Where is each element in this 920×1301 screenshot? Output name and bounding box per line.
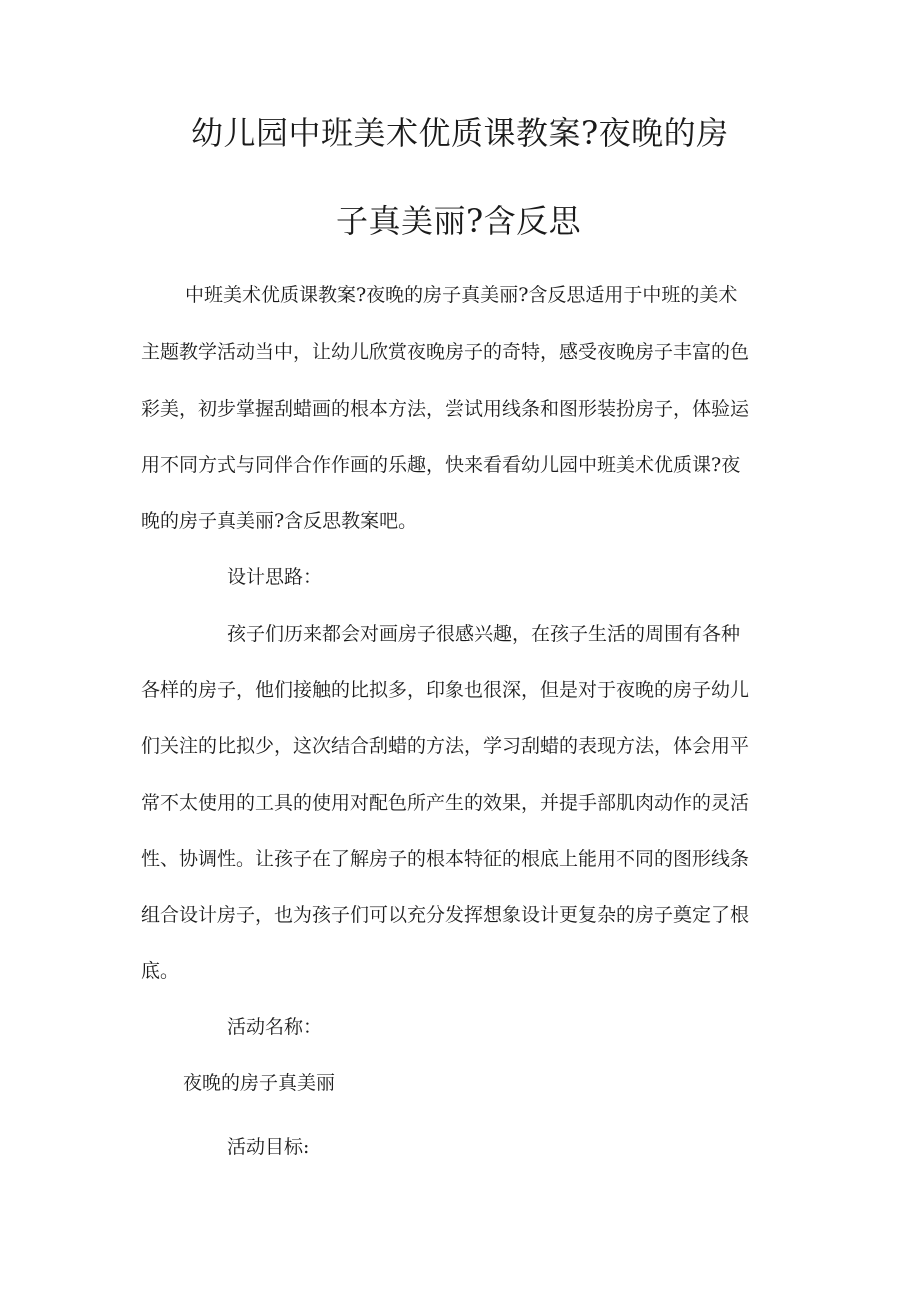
intro-line: 彩美，初步掌握刮蜡画的根本方法，尝试用线条和图形装扮房子，体验运	[141, 398, 750, 420]
activity-goal-heading: 活动目标:	[227, 1136, 310, 1158]
design-line: 各样的房子，他们接触的比拟多，印象也很深，但是对于夜晚的房子幼儿	[141, 679, 750, 701]
design-line: 常不太使用的工具的使用对配色所产生的效果，并提手部肌肉动作的灵活	[141, 792, 750, 814]
activity-name-heading: 活动名称：	[227, 1016, 323, 1038]
intro-line: 晚的房子真美丽?含反思教案吧。	[141, 510, 418, 532]
design-heading: 设计思路：	[227, 566, 323, 588]
document-title-line-2: 子真美丽?含反思	[336, 202, 582, 240]
design-line: 们关注的比拟少，这次结合刮蜡的方法，学习刮蜡的表现方法，体会用平	[141, 735, 750, 757]
document-title-line-1: 幼儿园中班美术优质课教案?夜晚的房	[191, 114, 729, 152]
intro-line: 主题教学活动当中，让幼儿欣赏夜晚房子的奇特，感受夜晚房子丰富的色	[141, 341, 750, 363]
design-line: 孩子们历来都会对画房子很感兴趣，在孩子生活的周围有各种	[227, 623, 741, 645]
intro-line: 用不同方式与同伴合作作画的乐趣，快来看看幼儿园中班美术优质课?夜	[141, 454, 741, 476]
design-line: 底。	[141, 960, 180, 982]
design-line: 性、协调性。让孩子在了解房子的根本特征的根底上能用不同的图形线条	[141, 848, 750, 870]
design-line: 组合设计房子，也为孩子们可以充分发挥想象设计更复杂的房子奠定了根	[141, 904, 750, 926]
intro-line: 中班美术优质课教案?夜晚的房子真美丽?含反思适用于中班的美术	[185, 284, 738, 306]
activity-name: 夜晚的房子真美丽	[183, 1072, 336, 1094]
